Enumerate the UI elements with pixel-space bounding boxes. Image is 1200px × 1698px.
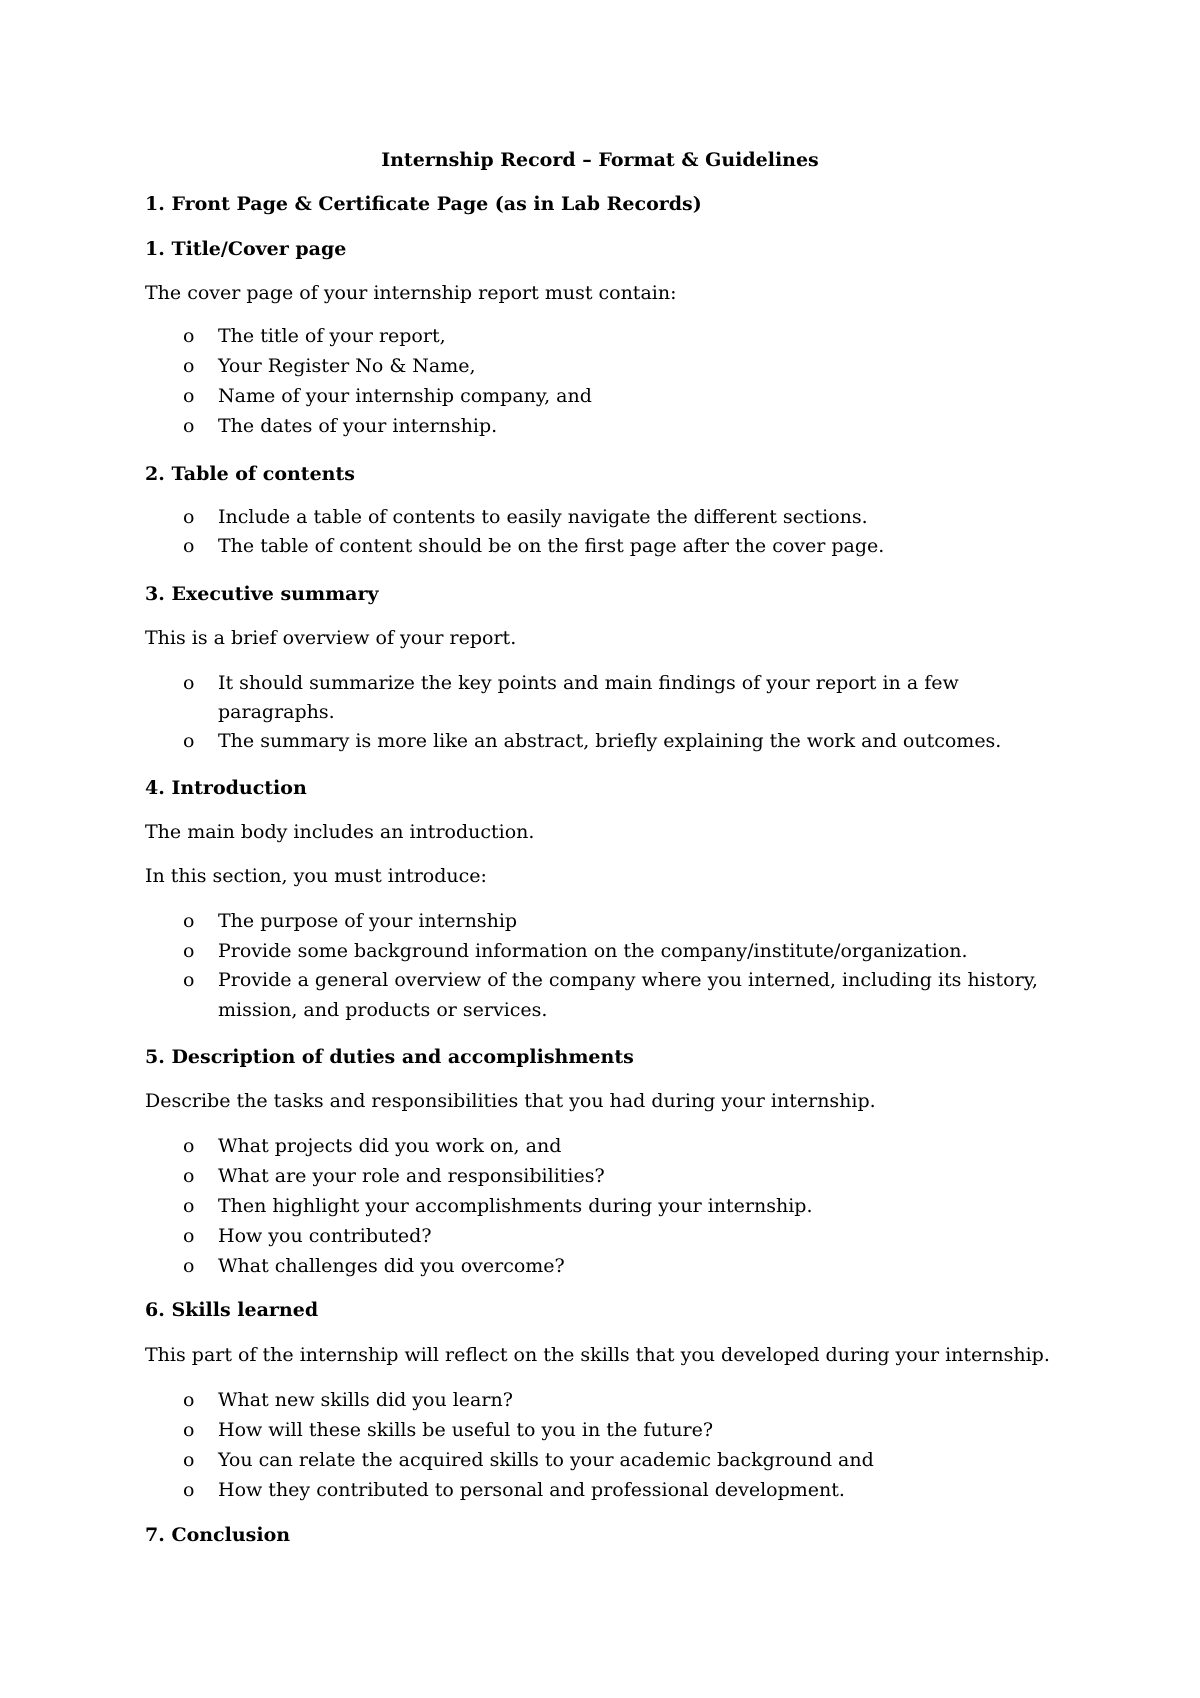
section-4-intro-2: In this section, you must introduce: [145,865,487,887]
bullet-marker: o [183,730,195,752]
section-3-heading: 3. Executive summary [145,583,379,605]
bullet-marker: o [183,1419,195,1441]
list-item: How you contributed? [218,1225,432,1247]
section-2-heading: 2. Table of contents [145,463,355,485]
list-item-continuation: mission, and products or services. [218,999,548,1021]
list-item: How they contributed to personal and professional development. [218,1479,845,1501]
bullet-marker: o [183,1195,195,1217]
list-item: The title of your report, [218,325,446,347]
list-item: How will these skills be useful to you in the future? [218,1419,714,1441]
list-item: Provide a general overview of the company where you interned, including its history, [218,969,1038,991]
bullet-marker: o [183,1255,195,1277]
bullet-marker: o [183,415,195,437]
list-item-continuation: paragraphs. [218,701,335,723]
section-3-intro: This is a brief overview of your report. [145,627,517,649]
section-5-heading: 5. Description of duties and accomplishments [145,1046,634,1068]
bullet-marker: o [183,1165,195,1187]
bullet-marker: o [183,1389,195,1411]
bullet-marker: o [183,1479,195,1501]
section-7-heading: 7. Conclusion [145,1524,291,1546]
section-6-heading: 6. Skills learned [145,1299,319,1321]
bullet-marker: o [183,969,195,991]
list-item: What new skills did you learn? [218,1389,513,1411]
section-front-heading: 1. Front Page & Certificate Page (as in Lab Records) [145,193,702,215]
bullet-marker: o [183,325,195,347]
list-item: Your Register No & Name, [218,355,476,377]
section-4-intro-1: The main body includes an introduction. [145,821,535,843]
bullet-marker: o [183,385,195,407]
bullet-marker: o [183,506,195,528]
section-5-intro: Describe the tasks and responsibilities that you had during your internship. [145,1090,876,1112]
bullet-marker: o [183,1135,195,1157]
list-item: The table of content should be on the first page after the cover page. [218,535,885,557]
bullet-marker: o [183,672,195,694]
bullet-marker: o [183,355,195,377]
section-1-heading: 1. Title/Cover page [145,238,347,260]
bullet-marker: o [183,1225,195,1247]
section-1-intro: The cover page of your internship report must contain: [145,282,677,304]
list-item: You can relate the acquired skills to your academic background and [218,1449,874,1471]
list-item: It should summarize the key points and main findings of your report in a few [218,672,959,694]
list-item: What challenges did you overcome? [218,1255,565,1277]
list-item: Name of your internship company, and [218,385,592,407]
bullet-marker: o [183,1449,195,1471]
list-item: Then highlight your accomplishments during your internship. [218,1195,813,1217]
list-item: What projects did you work on, and [218,1135,562,1157]
section-6-intro: This part of the internship will reflect on the skills that you developed during your internship. [145,1344,1050,1366]
list-item: What are your role and responsibilities? [218,1165,605,1187]
section-4-heading: 4. Introduction [145,777,307,799]
list-item: Include a table of contents to easily navigate the different sections. [218,506,868,528]
bullet-marker: o [183,910,195,932]
list-item: The dates of your internship. [218,415,498,437]
list-item: The summary is more like an abstract, briefly explaining the work and outcomes. [218,730,1002,752]
list-item: The purpose of your internship [218,910,518,932]
bullet-marker: o [183,535,195,557]
document-title: Internship Record – Format & Guidelines [381,149,819,171]
bullet-marker: o [183,940,195,962]
list-item: Provide some background information on the company/institute/organization. [218,940,968,962]
